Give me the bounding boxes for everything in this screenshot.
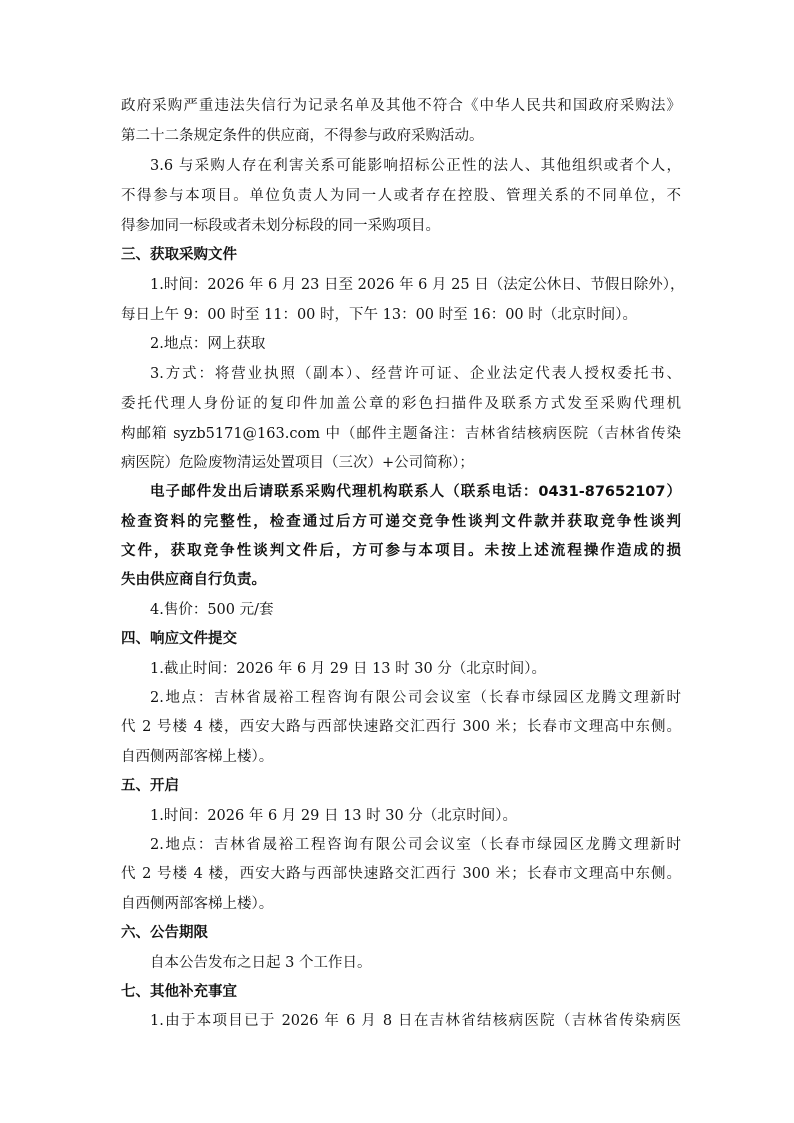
bold-notice-line: 检查资料的完整性，检查通过后方可递交竞争性谈判文件款并获取竞争性谈判 <box>121 514 681 530</box>
paragraph-line: 3.方式：将营业执照（副本）、经营许可证、企业法定代表人授权委托书、 <box>150 366 681 382</box>
paragraph-line: 自本公告发布之日起 3 个工作日。 <box>150 955 372 971</box>
section-heading: 四、响应文件提交 <box>121 631 237 647</box>
paragraph-line: 构邮箱 syzb5171@163.com 中（邮件主题备注：吉林省结核病医院（吉林省传染 <box>121 426 681 442</box>
paragraph-line: 委托代理人身份证的复印件加盖公章的彩色扫描件及联系方式发至采购代理机 <box>121 396 681 412</box>
paragraph-line: 4.售价：500 元/套 <box>150 602 274 618</box>
paragraph-line: 自西侧两部客梯上楼）。 <box>121 896 274 912</box>
section-heading: 三、获取采购文件 <box>121 247 237 263</box>
paragraph-line: 不得参与本项目。单位负责人为同一人或者存在控股、管理关系的不同单位，不 <box>121 188 681 204</box>
paragraph-line: 1.时间：2026 年 6 月 29 日 13 时 30 分（北京时间）。 <box>150 808 518 824</box>
section-heading: 六、公告期限 <box>121 925 208 941</box>
section-heading: 五、开启 <box>121 778 179 794</box>
paragraph-line: 2.地点：网上获取 <box>150 336 266 352</box>
paragraph-line: 1.时间：2026 年 6 月 23 日至 2026 年 6 月 25 日（法定公休日、节假日除外）， <box>150 277 685 293</box>
paragraph-line: 第二十二条规定条件的供应商，不得参与政府采购活动。 <box>121 128 484 144</box>
paragraph-line: 政府采购严重违法失信行为记录名单及其他不符合《中华人民共和国政府采购法》 <box>121 98 681 114</box>
paragraph-line: 2.地点：吉林省晟裕工程咨询有限公司会议室（长春市绿园区龙腾文理新时 <box>150 837 681 853</box>
paragraph-line: 2.地点：吉林省晟裕工程咨询有限公司会议室（长春市绿园区龙腾文理新时 <box>150 690 681 706</box>
paragraph-line: 每日上午 9：00 时至 11：00 时，下午 13：00 时至 16：00 时（北京时间）。 <box>121 307 638 323</box>
paragraph-line: 代 2 号楼 4 楼，西安大路与西部快速路交汇西行 300 米；长春市文理高中东侧。 <box>121 866 681 882</box>
paragraph-line: 3.6 与采购人存在利害关系可能影响招标公正性的法人、其他组织或者个人， <box>150 158 681 174</box>
paragraph-line: 病医院）危险废物清运处置项目（三次）+公司简称）； <box>121 455 474 471</box>
bold-notice-line: 失由供应商自行负责。 <box>121 572 266 588</box>
bold-notice-line: 文件，获取竞争性谈判文件后，方可参与本项目。未按上述流程操作造成的损 <box>121 543 681 559</box>
paragraph-line: 得参加同一标段或者未划分标段的同一采购项目。 <box>121 218 440 234</box>
paragraph-line: 1.由于本项目已于 2026 年 6 月 8 日在吉林省结核病医院（吉林省传染病医 <box>150 1013 681 1029</box>
paragraph-line: 自西侧两部客梯上楼）。 <box>121 749 274 765</box>
paragraph-line: 1.截止时间：2026 年 6 月 29 日 13 时 30 分（北京时间）。 <box>150 661 547 677</box>
paragraph-line: 代 2 号楼 4 楼，西安大路与西部快速路交汇西行 300 米；长春市文理高中东侧。 <box>121 719 681 735</box>
section-heading: 七、其他补充事宜 <box>121 984 237 1000</box>
bold-notice-line: 电子邮件发出后请联系采购代理机构联系人（联系电话：0431-87652107） <box>150 484 681 500</box>
